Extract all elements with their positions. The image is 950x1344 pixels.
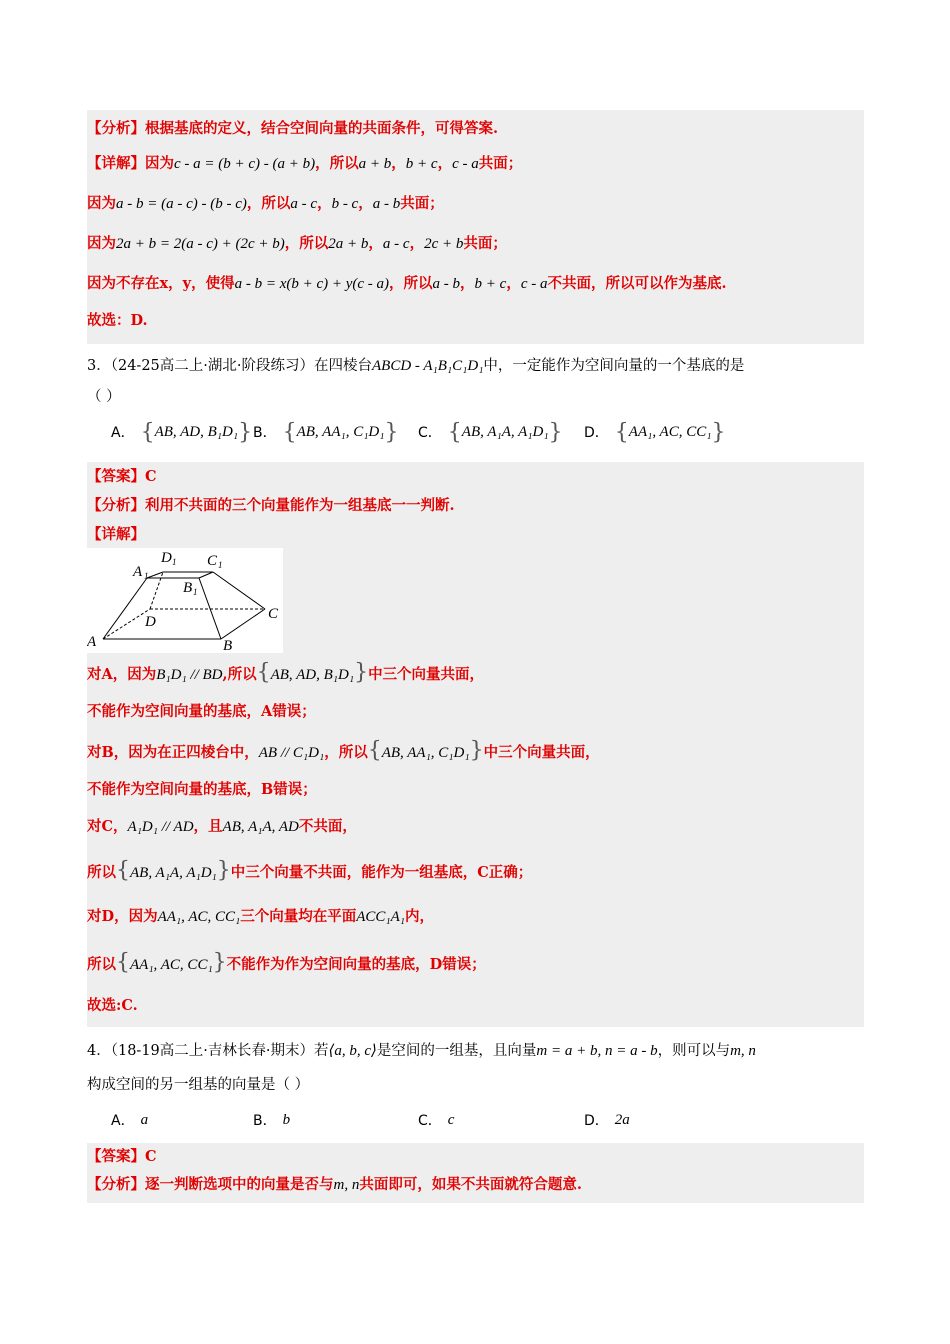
q3-option-a[interactable]: A． { AB, AD, B₁D₁ } xyxy=(111,419,253,445)
q2-choice: 故选：D. xyxy=(87,312,148,329)
q4-analysis: 【分析】逐一判断选项中的向量是否与m, n共面即可，如果不共面就符合题意. xyxy=(87,1176,582,1193)
vertex-label-c: C xyxy=(268,606,279,622)
q3-options xyxy=(87,412,864,452)
q2-vec: 2a + b xyxy=(328,236,369,252)
svg-text:1: 1 xyxy=(218,560,223,570)
q3-option-b[interactable]: B． { AB, AA₁, C₁D₁ } xyxy=(253,419,399,445)
q3-analysis: 【分析】利用不共面的三个向量能作为一组基底一一判断. xyxy=(87,497,455,514)
q4-option-b[interactable]: B． b xyxy=(253,1111,291,1129)
vertex-label-b1: B xyxy=(183,580,193,596)
q3-frustum: ABCD - A₁B₁C₁D₁ xyxy=(372,358,484,374)
q3-figure xyxy=(87,548,283,653)
q3-case-b-conclusion: 不能作为空间向量的基底，B错误； xyxy=(87,781,317,798)
q2-eq2: a - b = (a - c) - (b - c) xyxy=(116,196,247,212)
q4-stem: 4．（18-19高二上·吉林长春·期末）若⟨a, b, c⟩是空间的一组基，且向量m = a + b, n = a - b，则可以与m, n 构成空间的另一组基的向量是（ ） A． a B． b C． c D． 2a xyxy=(87,1027,864,1139)
vertex-label-a1: A xyxy=(133,564,143,580)
q2-eq3: 2a + b = 2(a - c) + (2c + b) xyxy=(116,236,285,252)
vertex-label-b: B xyxy=(223,638,233,653)
q3-case-a: 对A，因为B₁D₁ // BD,所以{AB, AD, B₁D₁}中三个向量共面， xyxy=(87,660,485,685)
q2-vec: a + b xyxy=(358,156,392,172)
q2-vec: c - a xyxy=(520,276,548,292)
q3-stem-text: 3．（24-25高二上·湖北·阶段练习）在四棱台 xyxy=(87,358,372,374)
q3-option-c[interactable]: C． { AB, A₁A, A₁D₁ } xyxy=(418,419,563,445)
q3-case-b: 对B，因为在正四棱台中，AB // C₁D₁，所以{AB, AA₁, C₁D₁}中三个向量共面， xyxy=(87,738,600,763)
q4-option-a[interactable]: A． a xyxy=(111,1111,149,1129)
q3-case-c-conclusion: 所以{AB, A₁A, A₁D₁}中三个向量不共面，能作为一组基底，C正确； xyxy=(87,858,533,883)
q3-case-d-conclusion: 所以{AA₁, AC, CC₁}不能作为作为空间向量的基底，D错误； xyxy=(87,950,486,975)
q2-detail-line3: 因为2a + b = 2(a - c) + (2c + b)，所以2a + b，a - c，2c + b共面； xyxy=(87,235,507,252)
q3-paren: （ ） xyxy=(87,389,121,405)
q2-analysis: 【分析】根据基底的定义，结合空间向量的共面条件，可得答案. xyxy=(87,120,499,137)
svg-text:1: 1 xyxy=(144,571,149,581)
vertex-label-d: D xyxy=(145,614,156,630)
q2-vec: b + c xyxy=(405,156,438,172)
svg-text:1: 1 xyxy=(172,557,177,567)
q3-detail-label: 【详解】 xyxy=(87,526,145,543)
q3-solution-block xyxy=(87,462,864,1027)
q3-answer: 【答案】C xyxy=(87,468,157,485)
q2-detail-line4: 因为不存在x，y，使得a - b = x(b + c) + y(c - a)，所以a - b，b + c，c - a不共面，所以可以作为基底. xyxy=(87,275,727,292)
q2-vec: 2c + b xyxy=(424,236,464,252)
vertex-label-a: A xyxy=(87,634,97,650)
q2-vec: c - a xyxy=(452,156,479,172)
q2-detail-line1: 【详解】因为c - a = (b + c) - (a + b)，所以a + b，b + c，c - a共面； xyxy=(87,155,523,172)
q2-solution-block xyxy=(87,110,864,344)
q4-answer: 【答案】C xyxy=(87,1148,157,1165)
q2-vec: b - c xyxy=(331,196,359,212)
q2-detail-label: 【详解】因为 xyxy=(87,155,174,172)
q3-option-d[interactable]: D． { AA₁, AC, CC₁ } xyxy=(584,419,726,445)
vertex-label-d1: D xyxy=(161,550,172,566)
q2-detail-line2: 因为a - b = (a - c) - (b - c)，所以a - c，b - c，a - b共面； xyxy=(87,195,444,212)
q4-options xyxy=(87,1101,864,1139)
q4-option-d[interactable]: D． 2a xyxy=(584,1111,630,1129)
q2-vec: a - b xyxy=(432,276,461,292)
svg-text:1: 1 xyxy=(193,587,198,597)
q2-vec: b + c xyxy=(474,276,507,292)
q3-case-d: 对D，因为AA₁, AC, CC₁三个向量均在平面ACC₁A₁内， xyxy=(87,908,435,925)
q4-option-c[interactable]: C． c xyxy=(418,1111,455,1129)
q4-solution-block xyxy=(87,1143,864,1203)
frustum-diagram xyxy=(87,548,283,653)
q4-stem-text: 4．（18-19高二上·吉林长春·期末）若 xyxy=(87,1043,329,1059)
q3-case-c: 对C，A₁D₁ // AD，且AB, A₁A, AD不共面， xyxy=(87,818,357,835)
q2-vec: a - c xyxy=(382,236,410,252)
q3-stem: 3．（24-25高二上·湖北·阶段练习）在四棱台ABCD - A₁B₁C₁D₁中，一定能作为空间向量的一个基底的是 （ ） A． { AB, AD, B₁D₁ } B． { AB, AA₁, C₁D₁ } C． { AB, A₁A, A₁D₁ } D． { AA₁, AC, CC₁ } xyxy=(87,344,864,452)
vertex-label-c1: C xyxy=(207,553,218,569)
q2-vec: a - b xyxy=(372,196,401,212)
q3-case-a-conclusion: 不能作为空间向量的基底，A错误； xyxy=(87,703,316,720)
q2-vec: a - c xyxy=(290,196,318,212)
q2-eq1: c - a = (b + c) - (a + b) xyxy=(174,156,316,172)
q4-stem-line2: 构成空间的另一组基的向量是（ ） xyxy=(87,1077,310,1093)
q3-choice: 故选:C. xyxy=(87,997,138,1014)
page-content xyxy=(87,110,864,1203)
q2-eq4: a - b = x(b + c) + y(c - a) xyxy=(234,276,390,292)
